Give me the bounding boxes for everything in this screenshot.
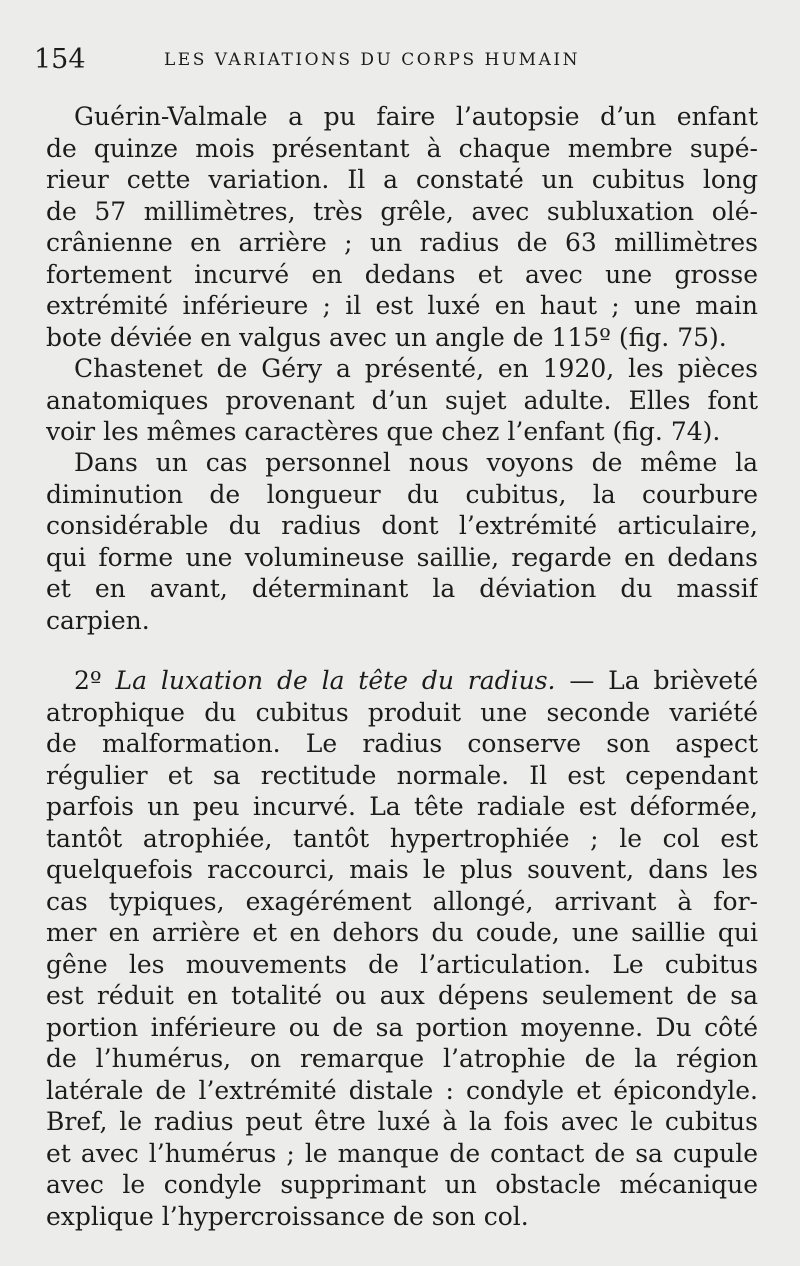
page-number: 154 (34, 44, 86, 75)
paragraph-personal-case (46, 447, 758, 636)
text-line: quelquefois raccourci, mais le plus souvent, dans les (46, 855, 758, 884)
text-line: de quinze mois présentant à chaque membre supé- (46, 133, 758, 163)
text-line: carpien. (46, 605, 150, 635)
text-line: et en avant, déterminant la déviation du massif (46, 574, 758, 603)
text-line: qui forme une volumineuse saillie, regarde en dedans (46, 542, 758, 572)
text-line: atrophique du cubitus produit une seconde variété (46, 697, 758, 727)
text-line: portion inférieure ou de sa portion moyenne. Du côté (46, 1012, 758, 1042)
text-line: parfois un peu incurvé. La tête radiale est déformée, (46, 792, 758, 821)
text-line: mer en arrière et en dehors du coude, une saillie qui (46, 918, 758, 947)
text-line: Bref, le radius peut être luxé à la fois avec le cubitus (46, 1107, 758, 1136)
text-line: considérable du radius dont l’extrémité articulaire, (46, 511, 758, 540)
text-line: avec le condyle supprimant un obstacle mécanique (46, 1170, 758, 1199)
text-line: latérale de l’extrémité distale : condyle et épicondyle. (46, 1075, 758, 1105)
section-number: 2º (74, 666, 102, 695)
text-line: rieur cette variation. Il a constaté un cubitus long (46, 165, 758, 194)
text-line: explique l’hypercroissance de son col. (46, 1201, 529, 1231)
section-first-line-text: — La brièveté (569, 666, 758, 695)
text-line: crânienne en arrière ; un radius de 63 millimètres (46, 228, 758, 257)
paragraph-autopsy (46, 101, 758, 353)
text-line: gêne les mouvements de l’articulation. Le cubitus (46, 949, 758, 979)
running-title: LES VARIATIONS DU CORPS HUMAIN (164, 50, 580, 70)
text-line: fortement incurvé en dedans et avec une grosse (46, 259, 758, 289)
text-line: et avec l’humérus ; le manque de contact de sa cupule (46, 1138, 758, 1168)
text-line: bote déviée en valgus avec un angle de 115º (fig. 75). (46, 322, 727, 352)
section-radius-luxation (46, 665, 758, 1232)
page-header (34, 44, 774, 76)
text-line: Dans un cas personnel nous voyons de même la (74, 448, 758, 477)
text-line: extrémité inférieure ; il est luxé en haut ; une main (46, 291, 758, 320)
paragraph-adult-case (46, 353, 758, 448)
text-line: de 57 millimètres, très grêle, avec subluxation olé- (46, 196, 758, 226)
section-heading-line (46, 665, 758, 697)
text-line: tantôt atrophiée, tantôt hypertrophiée ; le col est (46, 823, 758, 853)
text-line: cas typiques, exagérément allongé, arrivant à for- (46, 886, 758, 916)
section-title: La luxation de la tête du radius. (115, 666, 556, 695)
text-line: voir les mêmes caractères que chez l’enfant (fig. 74). (46, 417, 721, 446)
text-line: de malformation. Le radius conserve son aspect (46, 729, 758, 758)
text-line: diminution de longueur du cubitus, la courbure (46, 479, 758, 509)
text-line: anatomiques provenant d’un sujet adulte. Elles font (46, 385, 758, 415)
text-line: est réduit en totalité ou aux dépens seulement de sa (46, 981, 758, 1010)
text-line: de l’humérus, on remarque l’atrophie de la région (46, 1044, 758, 1073)
text-line: Chastenet de Géry a présenté, en 1920, les pièces (74, 354, 758, 383)
text-line: régulier et sa rectitude normale. Il est cependant (46, 760, 758, 790)
text-line: Guérin-Valmale a pu faire l’autopsie d’un enfant (74, 102, 758, 131)
